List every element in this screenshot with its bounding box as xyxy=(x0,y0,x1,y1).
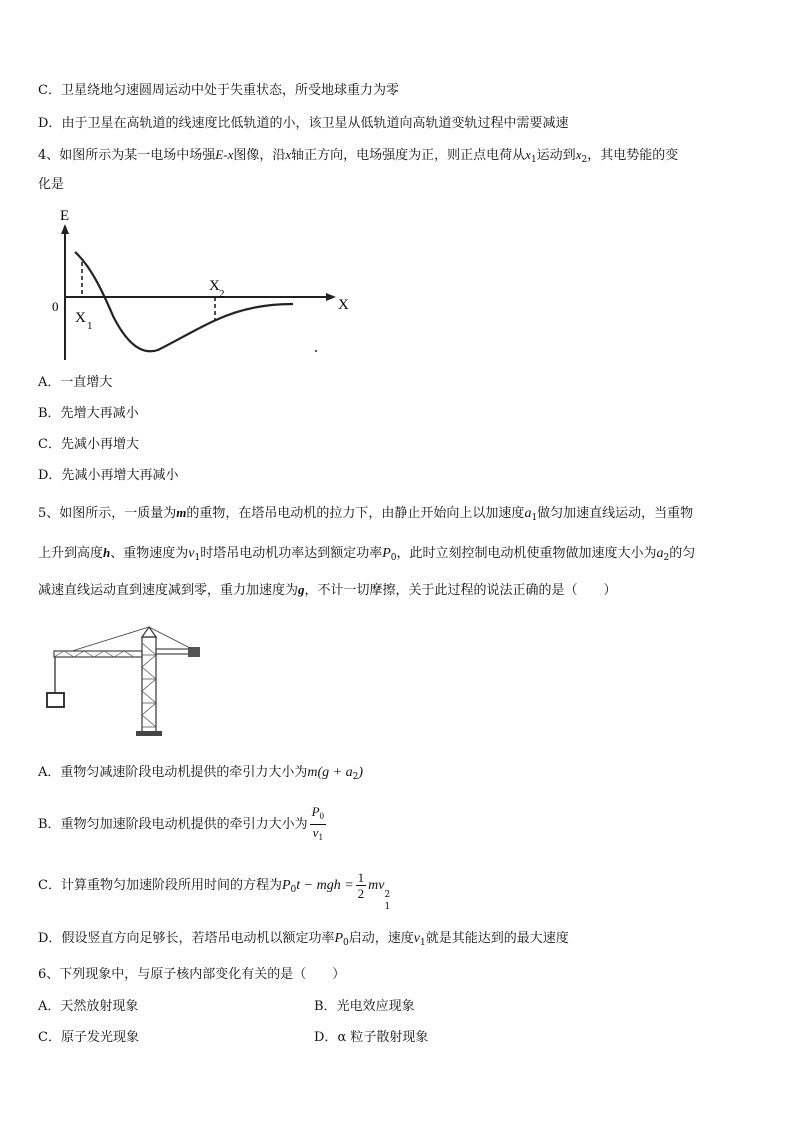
option-label: C． xyxy=(38,1030,61,1045)
stem-text: 减速直线运动直到速度减到零，重力加速度为 xyxy=(38,583,299,598)
q4-option-c xyxy=(38,436,139,454)
x1-label-sub: 1 xyxy=(87,320,93,332)
q5-option-c xyxy=(38,866,393,910)
question-number: 5、 xyxy=(38,506,60,521)
stem-text: ，其电势能的变 xyxy=(587,148,679,163)
option-label: A． xyxy=(38,375,61,390)
option-text: 卫星绕地匀速圆周运动中处于失重状态，所受地球重力为零 xyxy=(60,83,399,98)
fraction-numerator: 1 xyxy=(357,870,365,885)
option-text: 启动，速度 xyxy=(348,931,414,946)
option-label: D． xyxy=(38,468,62,483)
q3-option-d xyxy=(38,115,568,133)
option-text: 先减小再增大 xyxy=(60,437,139,452)
stem-text: 运动到 xyxy=(536,148,576,163)
stem-math: g xyxy=(298,582,305,597)
stem-math-sub: 1 xyxy=(194,553,201,563)
x1-label: X xyxy=(75,310,86,326)
option-math-sub: 0 xyxy=(343,938,349,948)
option-text: 光电效应现象 xyxy=(336,999,415,1014)
option-math: P xyxy=(334,931,344,946)
q6-stem xyxy=(38,966,345,984)
option-text: 重物匀加速阶段电动机提供的牵引力大小为 xyxy=(60,817,308,832)
option-math: t − mgh = xyxy=(296,878,354,893)
stem-math-sub: 2 xyxy=(581,155,588,165)
option-label: A． xyxy=(38,765,61,780)
crane-base xyxy=(136,731,162,736)
q6-option-a xyxy=(38,998,138,1016)
q6-option-c xyxy=(38,1029,139,1047)
option-text: 先增大再减小 xyxy=(60,406,139,421)
e-axis-label: E xyxy=(60,208,70,224)
option-text: 先减小再增大再减小 xyxy=(61,468,179,483)
q4-stem-line2 xyxy=(38,176,64,194)
stem-text: ，此时立刻控制电动机使重物做加速度大小为 xyxy=(396,546,657,561)
stem-math: x xyxy=(285,147,292,162)
stem-math: v xyxy=(188,546,195,561)
option-text: 就是其能达到的最大速度 xyxy=(425,931,569,946)
q4-option-a xyxy=(38,374,112,392)
option-math-sub: 2 xyxy=(352,772,359,782)
stem-math-sub: 1 xyxy=(531,513,538,523)
crane-mast-lattice xyxy=(142,643,156,727)
stem-text: 化是 xyxy=(38,177,65,192)
q4-option-d xyxy=(38,467,178,485)
origin-label: 0 xyxy=(52,299,59,314)
stem-text: 如图所示为某一电场中场强 xyxy=(59,148,216,163)
option-text: 由于卫星在高轨道的线速度比低轨道的小，该卫星从低轨道向高轨道变轨过程中需要减速 xyxy=(61,116,569,131)
q5-option-a xyxy=(38,764,363,786)
stem-math-sub: 1 xyxy=(530,155,537,165)
q4-option-b xyxy=(38,405,139,423)
fraction-denominator-sub: 1 xyxy=(318,832,323,842)
option-math-sup: 2 xyxy=(384,890,391,900)
stem-text: 的匀 xyxy=(669,546,696,561)
crane-tie-left xyxy=(72,627,149,651)
option-math-sub: 0 xyxy=(290,885,297,895)
stem-math: h xyxy=(103,545,111,560)
crane-counterweight xyxy=(188,647,200,657)
stem-text: 做匀加速直线运动，当重物 xyxy=(537,506,694,521)
stem-text: 图像，沿 xyxy=(233,148,286,163)
option-fraction xyxy=(310,804,326,845)
stem-text: 下列现象中，与原子核内部变化有关的是（ ） xyxy=(59,967,346,982)
stem-math: m xyxy=(176,505,187,520)
stem-text: 如图所示，一质量为 xyxy=(59,506,177,521)
option-math-sub: 1 xyxy=(419,938,426,948)
q5-stem-line2 xyxy=(38,544,695,567)
option-math: P xyxy=(281,878,291,893)
option-label: B． xyxy=(314,999,337,1014)
option-math: mv xyxy=(368,878,385,893)
option-math: v xyxy=(413,931,420,946)
crane-load-box xyxy=(47,693,64,707)
question-number: 6、 xyxy=(38,967,60,982)
option-text: 天然放射现象 xyxy=(60,999,139,1014)
x2-label: X xyxy=(209,278,220,294)
stem-text: 、重物速度为 xyxy=(110,546,189,561)
q6-option-d xyxy=(314,1029,428,1047)
stem-text: 上升到高度 xyxy=(38,546,104,561)
crane-jib-lattice xyxy=(54,651,134,657)
q5-stem-line1 xyxy=(38,504,693,527)
fraction-numerator-sub: 0 xyxy=(319,811,325,821)
option-text: 一直增大 xyxy=(60,375,113,390)
option-math-sub: 1 xyxy=(384,902,391,912)
stem-math: a xyxy=(524,506,532,521)
option-label: C． xyxy=(38,83,61,98)
stem-math: x xyxy=(575,147,582,162)
option-text: 计算重物匀加速阶段所用时间的方程为 xyxy=(60,878,282,893)
option-text: 重物匀减速阶段电动机提供的牵引力大小为 xyxy=(60,765,308,780)
stem-text: 轴正方向，电场强度为正，则正点电荷从 xyxy=(291,148,526,163)
stem-text: 的重物，在塔吊电动机的拉力下，由静止开始向上以加速度 xyxy=(186,506,525,521)
stem-math: E-x xyxy=(215,147,234,162)
fraction-numerator: P xyxy=(311,804,320,819)
option-text: α 粒子散射现象 xyxy=(337,1030,429,1045)
option-label: D． xyxy=(314,1030,338,1045)
stem-math-sub: 0 xyxy=(390,553,397,563)
q5-option-b xyxy=(38,804,328,845)
tower-crane-figure xyxy=(42,625,207,740)
x-axis-label: X xyxy=(338,297,349,313)
question-number: 4、 xyxy=(38,148,60,163)
option-label: C． xyxy=(38,437,61,452)
stem-text: ，不计一切摩擦，关于此过程的说法正确的是（ ） xyxy=(304,583,617,598)
option-label: B． xyxy=(38,406,61,421)
q5-option-d xyxy=(38,930,569,952)
fraction-denominator: v xyxy=(312,825,319,840)
x-axis-arrow xyxy=(326,293,336,301)
option-math: ) xyxy=(358,765,364,780)
option-label: D． xyxy=(38,116,62,131)
q6-option-b xyxy=(314,998,415,1016)
q4-stem-line1 xyxy=(38,146,678,169)
option-label: A． xyxy=(38,999,61,1014)
stray-dot xyxy=(315,350,317,352)
stem-math: P xyxy=(382,546,391,561)
q3-option-c xyxy=(38,82,399,100)
stem-text: 时塔吊电动机功率达到额定功率 xyxy=(200,546,383,561)
option-label: D． xyxy=(38,931,62,946)
option-fraction xyxy=(356,870,367,901)
fraction-denominator: 2 xyxy=(357,886,365,901)
field-curve xyxy=(75,252,293,351)
stem-math-sub: 2 xyxy=(663,553,670,563)
option-label: B． xyxy=(38,817,61,832)
ex-graph-figure xyxy=(48,200,358,365)
option-text: 原子发光现象 xyxy=(60,1030,139,1045)
q5-stem-line3 xyxy=(38,581,617,600)
stem-math: x xyxy=(525,147,531,162)
option-math: m(g + a xyxy=(307,765,353,780)
option-label: C． xyxy=(38,878,61,893)
option-text: 假设竖直方向足够长，若塔吊电动机以额定功率 xyxy=(61,931,335,946)
stem-math: a xyxy=(656,546,664,561)
e-axis-arrow xyxy=(61,224,69,234)
x2-label-sub: 2 xyxy=(219,288,225,300)
